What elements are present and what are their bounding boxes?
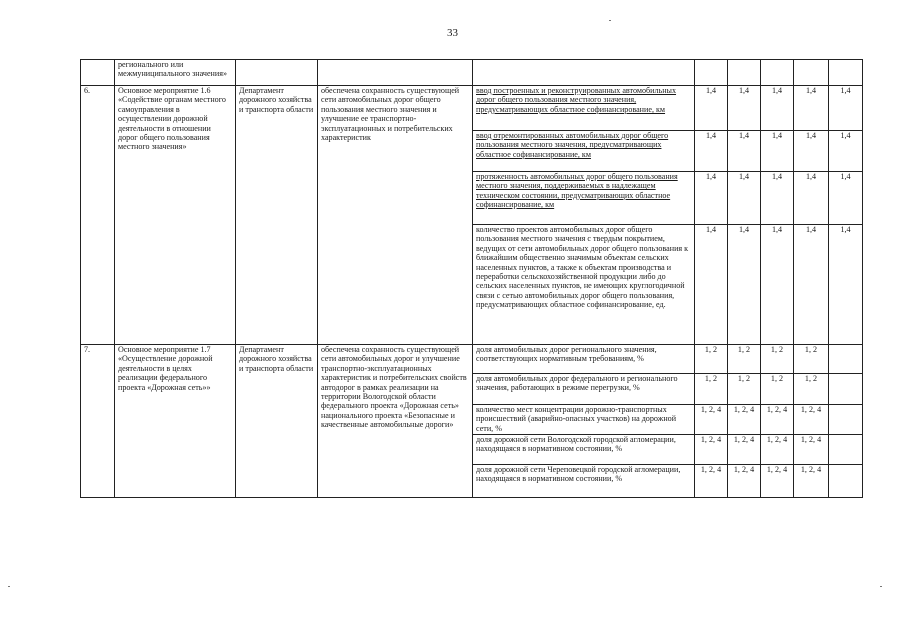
indicator-value: 1, 2, 4 xyxy=(728,435,761,465)
indicator-text: ввод построенных и реконструированных автомобильных дорог общего пользования местного значения, предусматривающих областное софинансирование, км xyxy=(473,86,695,131)
expected-result: обеспечена сохранность существующей сети автомобильных дорог общего пользования местного значения и улучшение ее транспортно-эксплуатационных и потребительских характеристик xyxy=(318,86,473,345)
indicator-value xyxy=(829,405,863,435)
page-number: 33 xyxy=(447,27,458,39)
table-row xyxy=(81,345,863,374)
cell-value xyxy=(829,60,863,86)
indicator-text: доля автомобильных дорог регионального значения, соответствующих нормативным требованиям, % xyxy=(473,345,695,374)
indicator-value: 1,4 xyxy=(761,172,794,225)
indicator-value: 1,4 xyxy=(695,172,728,225)
indicator-value xyxy=(829,465,863,498)
indicator-value: 1, 2, 4 xyxy=(794,465,829,498)
indicator-value: 1, 2, 4 xyxy=(728,465,761,498)
measure-name: Основное мероприятие 1.6 «Содействие органам местного самоуправления в осуществлении дорожной деятельности в отношении дорог общего пользования местного значения» xyxy=(115,86,236,345)
cell-value xyxy=(695,60,728,86)
indicator-value: 1,4 xyxy=(829,172,863,225)
indicator-text: ввод отремонтированных автомобильных дорог общего пользования местного значения, предусматривающих областное софинансирование, км xyxy=(473,131,695,172)
scan-speck xyxy=(609,20,611,21)
row-number: 7. xyxy=(81,345,115,498)
cell-executor xyxy=(236,60,318,86)
expected-result: обеспечена сохранность существующей сети автомобильных дорог и улучшение транспортно-эксплуатационных характеристик и потребительских свойств автодорог в рамках реализации на территории Вологодской области федерального проекта «Дорожная сеть» национального проекта «Безопасные и качественные автомобильные дороги» xyxy=(318,345,473,498)
indicator-text: доля дорожной сети Вологодской городской агломерации, находящаяся в нормативном состоянии, % xyxy=(473,435,695,465)
executor: Департамент дорожного хозяйства и транспорта области xyxy=(236,345,318,498)
indicator-value: 1, 2, 4 xyxy=(728,405,761,435)
indicator-value: 1,4 xyxy=(761,225,794,345)
table-row xyxy=(81,86,863,131)
indicator-value: 1,4 xyxy=(728,131,761,172)
cell-value xyxy=(761,60,794,86)
cell-value xyxy=(794,60,829,86)
indicator-value: 1,4 xyxy=(829,86,863,131)
indicator-value: 1,4 xyxy=(695,225,728,345)
indicator-value: 1, 2 xyxy=(728,374,761,405)
indicator-value: 1,4 xyxy=(829,131,863,172)
indicator-value: 1,4 xyxy=(695,86,728,131)
indicator-value: 1, 2 xyxy=(761,345,794,374)
indicator-value: 1, 2 xyxy=(761,374,794,405)
indicator-value: 1,4 xyxy=(794,86,829,131)
indicator-value: 1, 2 xyxy=(728,345,761,374)
indicator-value: 1, 2 xyxy=(794,374,829,405)
executor: Департамент дорожного хозяйства и транспорта области xyxy=(236,86,318,345)
table-row xyxy=(81,60,863,86)
indicator-value: 1,4 xyxy=(695,131,728,172)
indicator-text: доля автомобильных дорог федерального и регионального значения, работающих в режиме перегрузки, % xyxy=(473,374,695,405)
row-number: 6. xyxy=(81,86,115,345)
indicator-value: 1,4 xyxy=(728,86,761,131)
indicator-value: 1,4 xyxy=(761,86,794,131)
indicator-value: 1, 2 xyxy=(695,345,728,374)
scan-speck xyxy=(8,586,10,587)
indicator-value: 1,4 xyxy=(761,131,794,172)
cell-indicator xyxy=(473,60,695,86)
indicator-value: 1, 2, 4 xyxy=(794,405,829,435)
indicator-value: 1, 2, 4 xyxy=(761,405,794,435)
indicator-value: 1, 2, 4 xyxy=(695,465,728,498)
indicator-value: 1,4 xyxy=(794,172,829,225)
indicator-value xyxy=(829,374,863,405)
indicator-value: 1,4 xyxy=(728,225,761,345)
indicator-value: 1, 2 xyxy=(794,345,829,374)
indicator-value: 1, 2, 4 xyxy=(794,435,829,465)
indicator-value xyxy=(829,435,863,465)
cell-value xyxy=(728,60,761,86)
cell-num xyxy=(81,60,115,86)
indicator-text: доля дорожной сети Череповецкой городской агломерации, находящаяся в нормативном состоянии, % xyxy=(473,465,695,498)
indicator-value: 1, 2, 4 xyxy=(761,465,794,498)
cell-measure-name: регионального или межмуниципального значения» xyxy=(115,60,236,86)
indicator-text: количество проектов автомобильных дорог общего пользования местного значения с твердым покрытием, ведущих от сети автомобильных дорог общего пользования к ближайшим общественно значимым объектам сельских населенных пунктов, а также к объектам производства и переработки сельскохозяйственной продукции либо до сельских населенных пунктов, не имеющих круглогодичной связи с сетью автомобильных дорог общего пользования, предусматривающих областное софинансирование, ед. xyxy=(473,225,695,345)
scan-speck xyxy=(880,586,882,587)
indicator-value: 1,4 xyxy=(794,225,829,345)
indicator-value: 1, 2, 4 xyxy=(695,405,728,435)
indicator-text: протяженность автомобильных дорог общего пользования местного значения, поддерживаемых в надлежащем техническом состоянии, предусматривающих областное софинансирование, км xyxy=(473,172,695,225)
indicator-value: 1,4 xyxy=(728,172,761,225)
indicator-value: 1,4 xyxy=(794,131,829,172)
indicator-value: 1, 2 xyxy=(695,374,728,405)
indicator-text: количество мест концентрации дорожно-транспортных происшествий (аварийно-опасных участков) на дорожной сети, % xyxy=(473,405,695,435)
program-measures-table xyxy=(80,59,863,498)
measure-name: Основное мероприятие 1.7 «Осуществление дорожной деятельности в целях реализации федерального проекта «Дорожная сеть»» xyxy=(115,345,236,498)
indicator-value: 1, 2, 4 xyxy=(695,435,728,465)
cell-result xyxy=(318,60,473,86)
indicator-value: 1,4 xyxy=(829,225,863,345)
indicator-value xyxy=(829,345,863,374)
indicator-value: 1, 2, 4 xyxy=(761,435,794,465)
